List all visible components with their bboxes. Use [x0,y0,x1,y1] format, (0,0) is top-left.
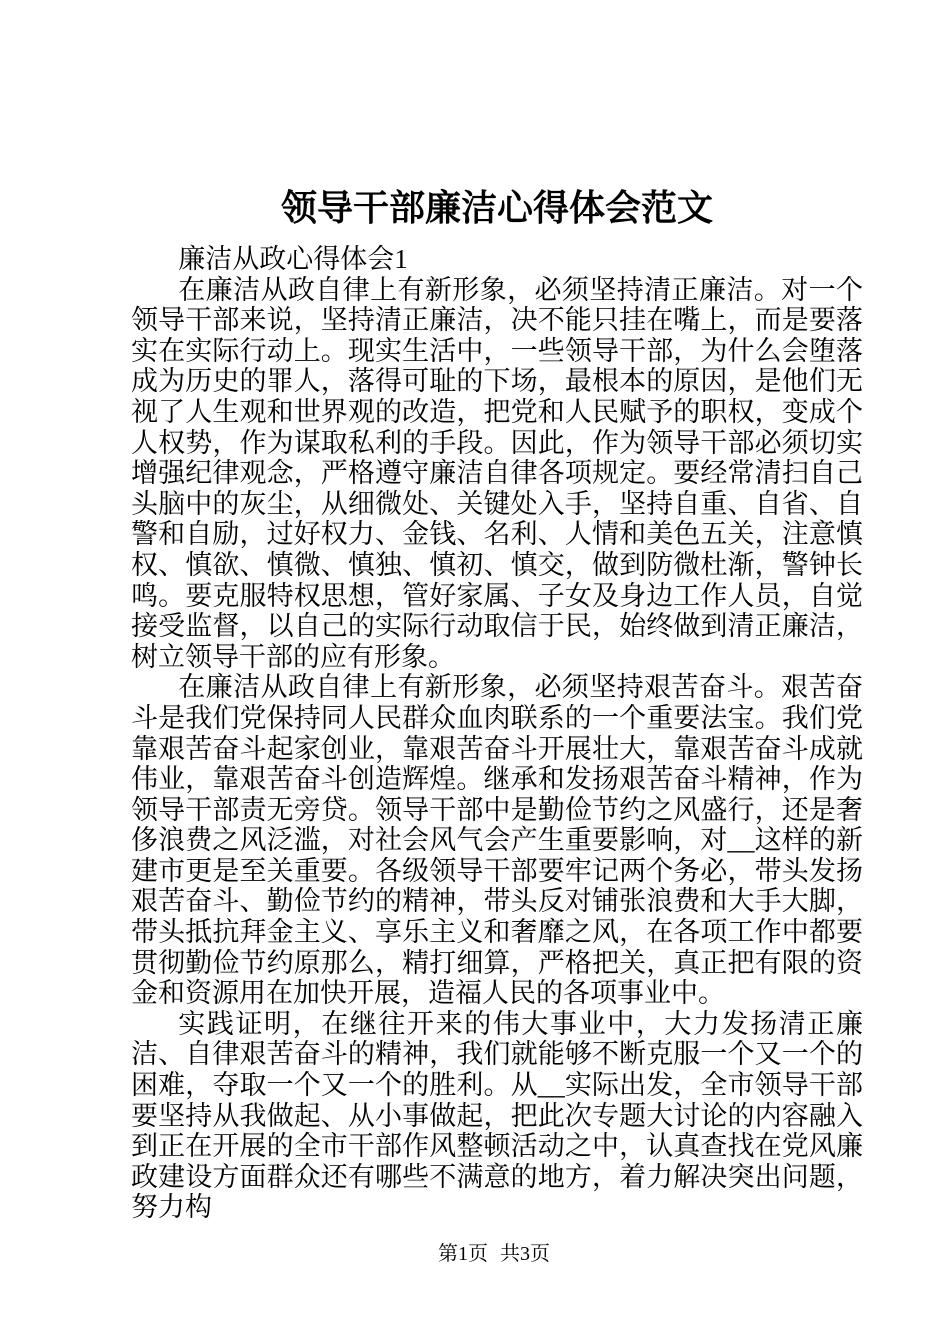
document-title: 领导干部廉洁心得体会范文 [280,188,713,228]
body-paragraph-2: 在廉洁从政自律上有新形象，必须坚持艰苦奋斗。艰苦奋斗是我们党保持同人民群众血肉联系的一个重要法宝。我们党靠艰苦奋斗起家创业，靠艰苦奋斗开展壮大，靠艰苦奋斗成就伟业，靠艰苦奋斗创造辉煌。继承和发扬艰苦奋斗精神，作为领导干部责无旁贷。领导干部中是勤俭节约之风盛行，还是奢侈浪费之风泛滥，对社会风气会产生重要影响，对__这样的新建市更是至关重要。各级领导干部要牢记两个务必，带头发扬艰苦奋斗、勤俭节约的精神，带头反对铺张浪费和大手大脚，带头抵抗拜金主义、享乐主义和奢靡之风，在各项工作中都要贯彻勤俭节约原那么，精打细算，严格把关，真正把有限的资金和资源用在加快开展，造福人民的各项事业中。 [131,672,863,1009]
document-subtitle: 廉洁从政心得体会1 [178,244,408,274]
page-total-label: 共3页 [500,1243,550,1265]
body-paragraph-1: 在廉洁从政自律上有新形象，必须坚持清正廉洁。对一个领导干部来说，坚持清正廉洁，决不能只挂在嘴上，而是要落实在实际行动上。现实生活中，一些领导干部，为什么会堕落成为历史的罪人，落得可耻的下场，最根本的原因，是他们无视了人生观和世界观的改造，把党和人民赋予的职权，变成个人权势，作为谋取私利的手段。因此，作为领导干部必须切实增强纪律观念，严格遵守廉洁自律各项规定。要经常清扫自己头脑中的灰尘，从细微处、关键处入手，坚持自重、自省、自警和自励，过好权力、金钱、名利、人情和美色五关，注意慎权、慎欲、慎微、慎独、慎初、慎交，做到防微杜渐，警钟长鸣。要克服特权思想，管好家属、子女及身边工作人员，自觉接受监督，以自己的实际行动取信于民，始终做到清正廉洁，树立领导干部的应有形象。 [131,274,863,672]
page-number-label: 第1页 [438,1243,488,1265]
body-paragraph-3: 实践证明，在继往开来的伟大事业中，大力发扬清正廉洁、自律艰苦奋斗的精神，我们就能够不断克服一个又一个的困难，夺取一个又一个的胜利。从__实际出发，全市领导干部要坚持从我做起、从小事做起，把此次专题大讨论的内容融入到正在开展的全市干部作风整顿活动之中，认真查找在党风廉政建设方面群众还有哪些不满意的地方，着力解决突出问题，努力构 [131,1008,863,1223]
document-page [131,186,863,1223]
page-footer [438,1242,550,1266]
